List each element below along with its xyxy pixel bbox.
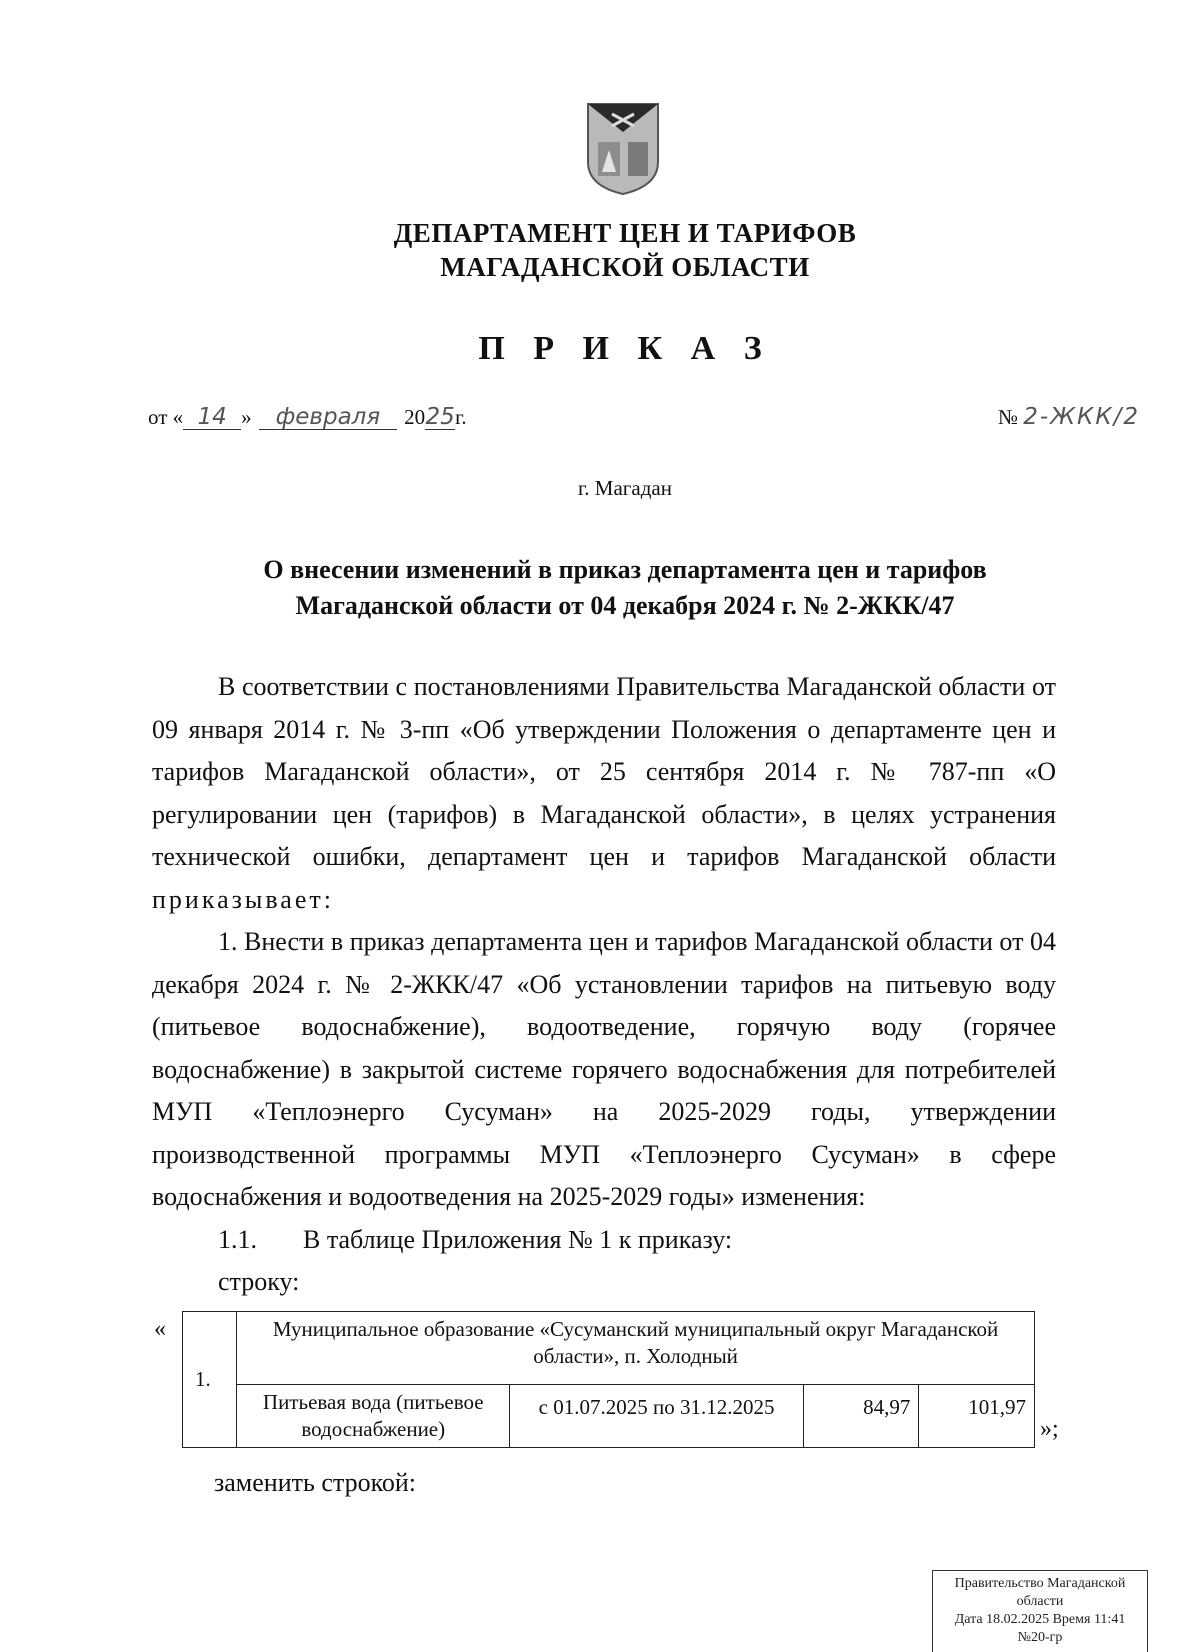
coat-of-arms-icon (584, 102, 662, 196)
paragraph-preamble (152, 666, 1056, 921)
paragraph-item-1: 1. Внести в приказ департамента цен и тарифов Магаданской области от 04 декабря 2024 г. № 2-ЖКК/47 «Об установлении тарифов на питьевую воду (питьевое водоснабжение), водоотведение, горячую воду (горячее водоснабжение) в закрытой системе горячего водоснабжения для потребителей МУП «Теплоэнерго Сусуман» на 2025-2029 годы, утверждении производственной программы МУП «Теплоэнерго Сусуман» в сфере водоснабжения и водоотведения на 2025-2029 годы» изменения: (152, 927, 1056, 1211)
document-type: П Р И К А З (478, 330, 772, 367)
period-cell: с 01.07.2025 по 31.12.2025 (510, 1385, 804, 1448)
row-label: строку: (218, 1267, 300, 1296)
table-quote-close: »; (1040, 1416, 1059, 1442)
table-quote-open: « (154, 1316, 166, 1342)
preamble-text: В соответствии с постановлениями Правительства Магаданской области от 09 января 2014 г. № 3-пп «Об утверждении Положения о департаменте цен и тарифов Магаданской области», от 25 сентября 2014 г. № 787-пп «О регулировании цен (тарифов) в Магаданской области», в целях устранения технической ошибки, департамент цен и тарифов Магаданской области (152, 672, 1056, 871)
registration-stamp (932, 1570, 1148, 1652)
document-title-line1: О внесении изменений в приказ департамента цен и тарифов (263, 555, 987, 584)
department-title-line1: ДЕПАРТАМЕНТ ЦЕН И ТАРИФОВ (393, 218, 857, 248)
value-cell-2: 101,97 (919, 1385, 1035, 1448)
date-month: февраля (259, 405, 397, 430)
service-cell: Питьевая вода (питьевое водоснабжение) (237, 1385, 510, 1448)
preamble-orders: приказывает: (152, 884, 334, 914)
date-suffix: г. (455, 405, 467, 429)
table-row (183, 1312, 1035, 1385)
city: г. Магадан (578, 476, 672, 500)
row-index: 1. (183, 1312, 237, 1448)
date-year-suffix: 25 (425, 404, 455, 430)
department-title-line2: МАГАДАНСКОЙ ОБЛАСТИ (440, 252, 810, 282)
item-1-1-text: В таблице Приложения № 1 к приказу: (303, 1224, 733, 1254)
item-1-1 (152, 1219, 1056, 1262)
document-number (998, 405, 1151, 430)
stamp-line4: №20-гр (1017, 1630, 1063, 1645)
date-quote-close: » (241, 405, 252, 429)
stamp-line2: области (1016, 1594, 1064, 1609)
document-title-line2: Магаданской области от 04 декабря 2024 г. № 2-ЖКК/47 (295, 591, 955, 620)
item-1-1-number: 1.1. (218, 1224, 257, 1254)
table-row (183, 1385, 1035, 1448)
number-value: 2-ЖКК/2 (1023, 404, 1141, 430)
number-prefix: № (998, 405, 1019, 429)
date-prefix: от « (148, 405, 184, 429)
municipality-cell: Муниципальное образование «Сусуманский муниципальный округ Магаданской области», п. Холодный (237, 1312, 1035, 1385)
document-date (148, 405, 467, 430)
document-body (152, 666, 1056, 1304)
date-year-prefix: 20 (404, 405, 426, 429)
date-day: 14 (183, 405, 241, 430)
value-cell-1: 84,97 (803, 1385, 919, 1448)
stamp-line3: Дата 18.02.2025 Время 11:41 (954, 1612, 1126, 1627)
tariff-table (182, 1311, 1035, 1448)
replace-label: заменить строкой: (214, 1468, 417, 1497)
stamp-line1: Правительство Магаданской (954, 1576, 1126, 1591)
